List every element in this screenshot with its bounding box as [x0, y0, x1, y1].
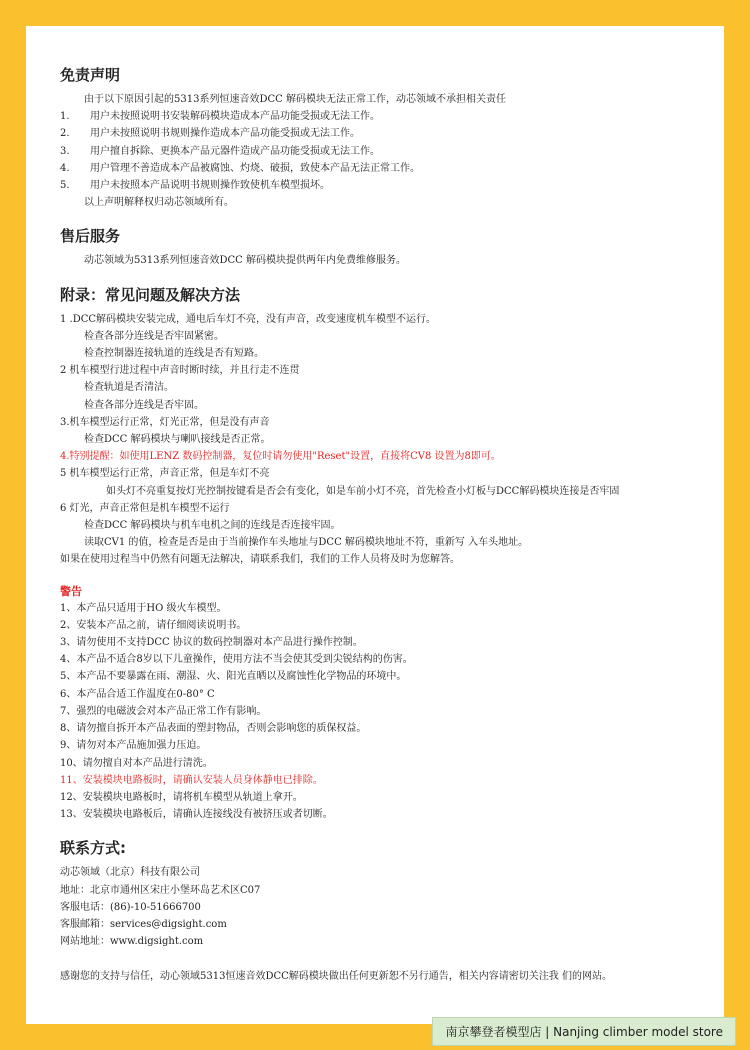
disclaimer-item-num: 3. [60, 145, 70, 157]
faq-question: 2 机车模型行进过程中声音时断时续，并且行走不连贯 [60, 365, 300, 377]
warnings-title: 警告 [60, 584, 82, 598]
document-page [26, 26, 724, 1024]
contact-address: 地址：北京市通州区宋庄小堡环岛艺术区C07 [60, 884, 261, 896]
faq-closing: 如果在使用过程当中仍然有问题无法解决，请联系我们，我们的工作人员将及时为您解答。 [60, 554, 460, 566]
disclaimer-item-text: 用户未按照说明书安装解码模块造成本产品功能受损或无法工作。 [90, 111, 380, 123]
warning-item: 12、安装模块电路板时，请将机车模型从轨道上拿开。 [60, 791, 303, 803]
warning-item: 2、安装本产品之前，请仔细阅读说明书。 [60, 619, 247, 631]
contact-title: 联系方式: [60, 839, 126, 858]
service-section [60, 225, 696, 269]
disclaimer-item-text: 用户管理不善造成本产品被腐蚀、灼烧、破损，致使本产品无法正常工作。 [90, 162, 420, 174]
faq-answer: 检查控制器连接轨道的连线是否有短路。 [84, 348, 264, 360]
faq-question: 3.机车模型运行正常，灯光正常，但是没有声音 [60, 416, 270, 428]
service-title: 售后服务 [60, 227, 121, 246]
thanks-note: 感谢您的支持与信任，动心领域5313恒速音效DCC解码模块做出任何更新恕不另行通告，相关内容请密切关注我 们的网站。 [60, 971, 612, 983]
contact-company: 动芯领域（北京）科技有限公司 [60, 867, 200, 879]
faq-special-tip: 4.特别提醒：如使用LENZ 数码控制器，复位时请勿使用"Reset"设置，直接将CV8 设置为8即可。 [60, 451, 501, 463]
faq-answer: 读取CV1 的值，检查是否是由于当前操作车头地址与DCC 解码模块地址不符，重新写 入车头地址。 [84, 537, 529, 549]
disclaimer-item-text: 用户擅自拆除、更换本产品元器件造成产品功能受损或无法工作。 [90, 145, 380, 157]
contact-phone: 客服电话：(86)-10-51666700 [60, 901, 201, 913]
faq-section [60, 284, 696, 569]
faq-answer: 检查DCC 解码模块与机车电机之间的连线是否连接牢固。 [84, 520, 341, 532]
faq-answer: 检查DCC 解码模块与喇叭接线是否正常。 [84, 434, 271, 446]
warning-item: 6、本产品合适工作温度在0-80° C [60, 688, 215, 700]
warning-item-highlight: 11、安装模块电路板时，请确认安装人员身体静电已排除。 [60, 774, 323, 786]
faq-question: 5 机车模型运行正常，声音正常，但是车灯不亮 [60, 468, 270, 480]
faq-question: 1 .DCC解码模块安装完成，通电后车灯不亮，没有声音，改变速度机车模型不运行。 [60, 313, 437, 325]
warning-item: 5、本产品不要暴露在雨、潮湿、火、阳光直晒以及腐蚀性化学物品的环境中。 [60, 671, 407, 683]
faq-question: 6 灯光，声音正常但是机车模型不运行 [60, 502, 230, 514]
warning-item: 9、请勿对本产品施加强力压迫。 [60, 740, 207, 752]
warning-item: 10、请勿擅自对本产品进行清洗。 [60, 757, 213, 769]
warning-item: 13、安装模块电路板后，请确认连接线没有被挤压或者切断。 [60, 809, 333, 821]
disclaimer-note: 以上声明解释权归动芯领域所有。 [84, 197, 234, 209]
faq-answer: 检查各部分连线是否牢固紧密。 [84, 330, 224, 342]
disclaimer-item-text: 用户未按照说明书规则操作造成本产品功能受损或无法工作。 [90, 128, 360, 140]
contact-website: 网站地址：www.digsight.com [60, 936, 204, 948]
faq-title: 附录：常见问题及解决方法 [60, 285, 241, 304]
disclaimer-item-num: 1. [60, 111, 70, 123]
disclaimer-item-num: 2. [60, 128, 70, 140]
contact-section [60, 837, 696, 985]
faq-answer: 如头灯不亮重复按灯光控制按键看是否会有变化，如是车前小灯不亮，首先检查小灯板与DCC解码模块连接是否牢固 [106, 485, 620, 497]
contact-email: 客服邮箱：services@digsight.com [60, 918, 227, 930]
warning-item: 3、请勿使用不支持DCC 协议的数码控制器对本产品进行操作控制。 [60, 637, 363, 649]
warning-item: 8、请勿擅自拆开本产品表面的塑封物品，否则会影响您的质保权益。 [60, 723, 367, 735]
warning-item: 1、本产品只适用于HO 级火车模型。 [60, 602, 227, 614]
disclaimer-title: 免责声明 [60, 66, 121, 84]
disclaimer-item-num: 5. [60, 180, 70, 192]
disclaimer-section [60, 64, 696, 211]
warning-item: 4、本产品不适合8岁以下儿童操作，使用方法不当会使其受到尖锐结构的伤害。 [60, 654, 413, 666]
store-watermark: 南京攀登者模型店 | Nanjing climber model store [432, 1017, 736, 1046]
disclaimer-item-num: 4. [60, 162, 70, 174]
warnings-section [60, 583, 696, 824]
disclaimer-item-text: 用户未按照本产品说明书规则操作致使机车模型损坏。 [90, 180, 330, 192]
warning-item: 7、强烈的电磁波会对本产品正常工作有影响。 [60, 705, 267, 717]
faq-answer: 检查轨道是否清洁。 [84, 382, 174, 394]
disclaimer-intro: 由于以下原因引起的5313系列恒速音效DCC 解码模块无法正常工作，动芯领域不承担相关责任 [84, 94, 506, 105]
faq-answer: 检查各部分连线是否牢固。 [84, 399, 204, 411]
service-text: 动芯领域为5313系列恒速音效DCC 解码模块提供两年内免费维修服务。 [84, 255, 406, 267]
